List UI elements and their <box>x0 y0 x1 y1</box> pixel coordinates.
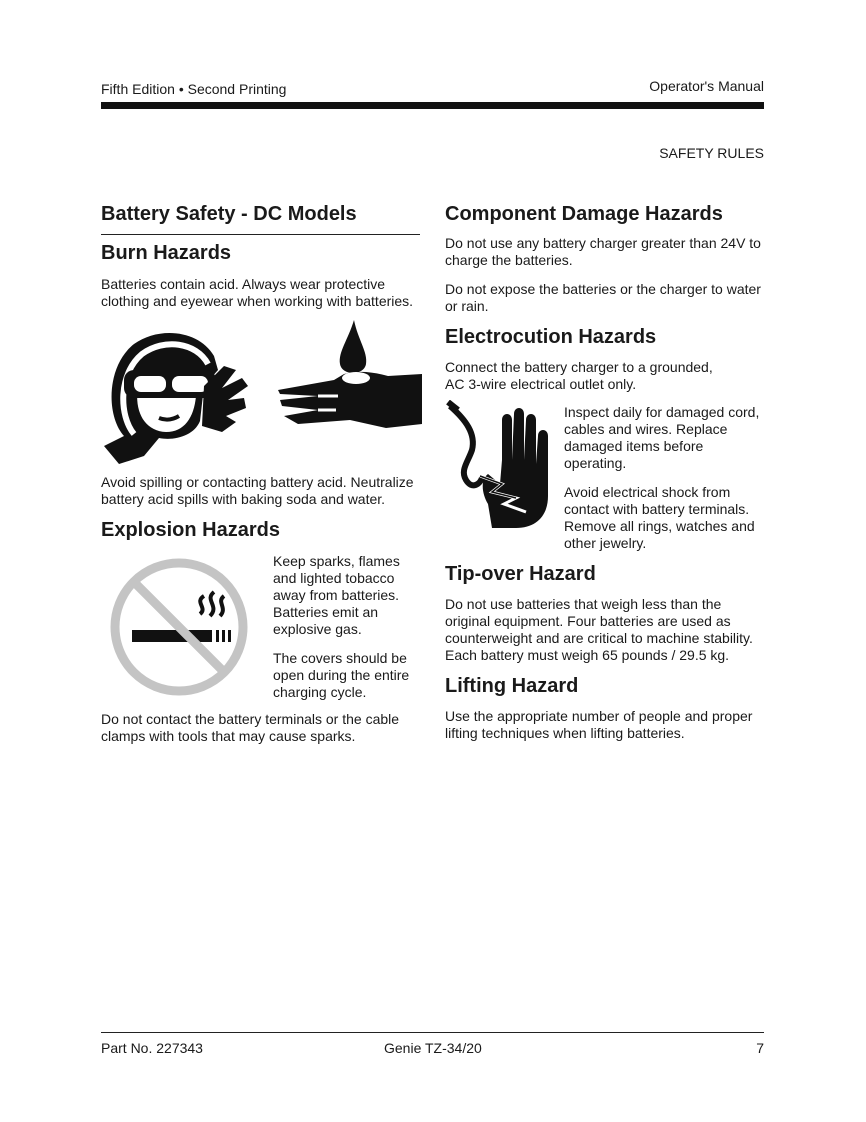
component-damage-heading: Component Damage Hazards <box>445 203 723 225</box>
acid-spill-text: Avoid spilling or contacting battery acid. Neutralize battery acid spills with baking soda and water. <box>101 474 414 507</box>
section-title: SAFETY RULES <box>659 145 764 161</box>
explosion-hazards-heading: Explosion Hazards <box>101 519 280 541</box>
electrocution-heading: Electrocution Hazards <box>445 326 657 348</box>
no-smoking-icon <box>108 556 250 698</box>
header-edition: Fifth Edition • Second Printing <box>101 81 287 97</box>
lifting-heading: Lifting Hazard <box>445 675 579 697</box>
header-manual-title: Operator's Manual <box>649 78 764 94</box>
burn-hazards-text: Batteries contain acid. Always wear protective clothing and eyewear when working with batteries. <box>101 276 414 309</box>
battery-safety-title: Battery Safety - DC Models <box>101 203 357 225</box>
header-rule <box>101 102 764 109</box>
electric-shock-hand-icon <box>446 400 550 532</box>
terminal-tools-text: Do not contact the battery terminals or the cable clamps with tools that may cause sparks. <box>101 711 400 744</box>
water-exposure-text: Do not expose the batteries or the charger to water or rain. <box>445 281 761 314</box>
footer-model: Genie TZ-34/20 <box>384 1040 482 1056</box>
lifting-text: Use the appropriate number of people and proper lifting techniques when lifting batteries. <box>445 708 753 741</box>
acid-drop-hand-icon <box>278 320 422 430</box>
title-rule <box>101 234 420 235</box>
sparks-flames-text: Keep sparks, flames and lighted tobacco away from batteries. Batteries emit an explosive gas. <box>273 553 400 637</box>
footer-page-number: 7 <box>756 1040 764 1056</box>
remove-jewelry-text: Avoid electrical shock from contact with battery terminals. Remove all rings, watches and other jewelry. <box>564 484 755 551</box>
footer-rule <box>101 1032 764 1033</box>
left-column <box>101 203 421 226</box>
battery-weight-text: Do not use batteries that weigh less than the original equipment. Four batteries are used as counterweight and are critical to machine stability. Each battery must weigh 65 pounds / 29.5 kg. <box>445 596 753 663</box>
burn-hazards-heading: Burn Hazards <box>101 242 232 264</box>
grounded-outlet-text: Connect the battery charger to a grounded, AC 3-wire electrical outlet only. <box>445 359 713 392</box>
footer-part-number: Part No. 227343 <box>101 1040 203 1056</box>
covers-open-text: The covers should be open during the entire charging cycle. <box>273 650 410 700</box>
charger-voltage-text: Do not use any battery charger greater than 24V to charge the batteries. <box>445 235 761 268</box>
inspect-cords-text: Inspect daily for damaged cord, cables and wires. Replace damaged items before operating. <box>564 404 760 471</box>
goggles-face-icon <box>104 326 248 466</box>
tip-over-heading: Tip-over Hazard <box>445 563 596 585</box>
